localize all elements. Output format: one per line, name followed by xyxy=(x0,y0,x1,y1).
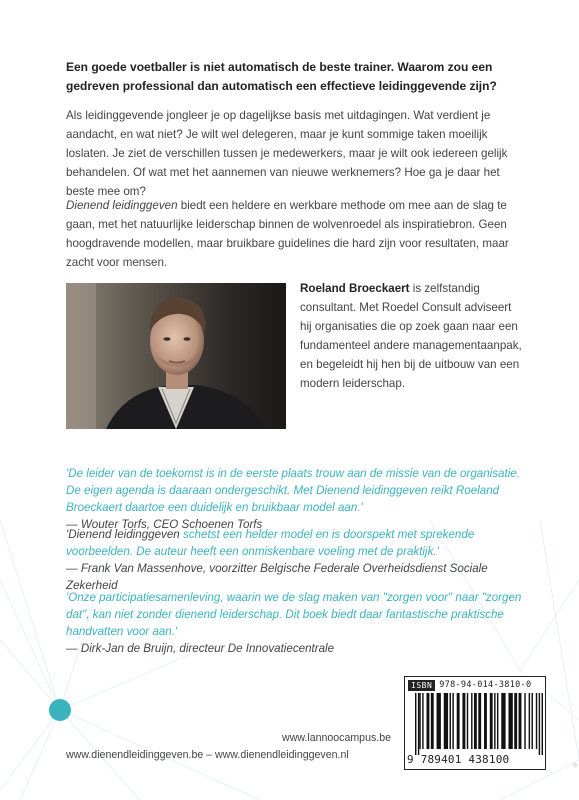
barcode-bars xyxy=(415,693,543,755)
body-paragraph-1: Als leidinggevende jongleer je op dagelijkse basis met uitdagingen. Wat verdient je aandacht, en wat niet? Je wilt wel delegeren, maar je kunt sommige taken moeilijk loslaten. Je ziet de verschillen tussen je medewerkers, maar je wilt ook iedereen gelijk behandelen. Of wat met het aannemen van nieuwe werknemers? Hoe ga je daar het beste mee om? xyxy=(66,109,508,198)
quote-1 xyxy=(66,465,536,533)
intro-heading: Een goede voetballer is niet automatisch de beste trainer. Waarom zou een gedreven professional dan automatisch een effectieve leidinggevende zijn? xyxy=(66,60,497,93)
author-bio xyxy=(300,279,525,393)
isbn-barcode xyxy=(404,676,546,770)
quote-2 xyxy=(66,526,536,594)
isbn-label: ISBN xyxy=(408,680,435,691)
author-photo xyxy=(66,283,286,429)
quote-1-text: 'De leider van de toekomst is in de eerste plaats trouw aan de missie van de organisatie. De eigen agenda is daaraan ondergeschikt. Met Dienend leidinggeven reikt Roeland Broeckaert daartoe een duidelijk en bruikbaar model aan.' xyxy=(66,467,520,514)
quote-2-text: schetst een helder model en is doorspekt met sprekende voorbeelden. De auteur heeft een onmiskenbare voeling met de praktijk.' xyxy=(66,528,475,558)
isbn-row xyxy=(408,680,531,691)
quote-3-text: 'Onze participatiesamenleving, waarin we de slag maken van "zorgen voor" naar "zorgen dat", kan niet zonder dienend leiderschap. Dit boek biedt daar fantastische praktische handvatten voor aan.' xyxy=(66,591,522,638)
quote-2-author: — Frank Van Massenhove, voorzitter Belgische Federale Overheidsdienst Sociale Zekerheid xyxy=(66,562,488,592)
publisher-website[interactable]: www.lannoocampus.be xyxy=(282,732,391,744)
quote-3-author: — Dirk-Jan de Bruijn, directeur De Innovatiecentrale xyxy=(66,642,335,655)
author-name: Roeland Broeckaert xyxy=(300,282,410,295)
isbn-number: 978-94-014-3810-0 xyxy=(439,680,532,690)
accent-dot xyxy=(49,699,71,721)
author-bio-text: is zelfstandig consultant. Met Roedel Consult adviseert hij organisaties die op zoek gaan naar een fundamenteel andere managementaanpak, en begeleidt hij hen bij de uitbouw van een modern leiderschap. xyxy=(300,282,522,390)
body-paragraph-2 xyxy=(66,196,526,272)
quote-2-title: 'Dienend leidinggeven xyxy=(66,528,180,541)
quote-1-author: — Wouter Torfs, CEO Schoenen Torfs xyxy=(66,518,263,531)
quote-3 xyxy=(66,589,536,657)
book-websites[interactable]: www.dienendleidinggeven.be – www.dienendleidinggeven.nl xyxy=(66,749,349,761)
body-paragraph-2-text: biedt een heldere en werkbare methode om mee aan de slag te gaan, met het natuurlijke leiderschap binnen de wolvenroedel als inspiratiebron. Geen hoogdravende modellen, maar bruikbare guidelines die hard zijn voor resultaten, maar zacht voor mensen. xyxy=(66,199,509,269)
ean-digits: 9 789401 438100 xyxy=(407,753,510,766)
book-title: Dienend leidinggeven xyxy=(66,199,178,212)
